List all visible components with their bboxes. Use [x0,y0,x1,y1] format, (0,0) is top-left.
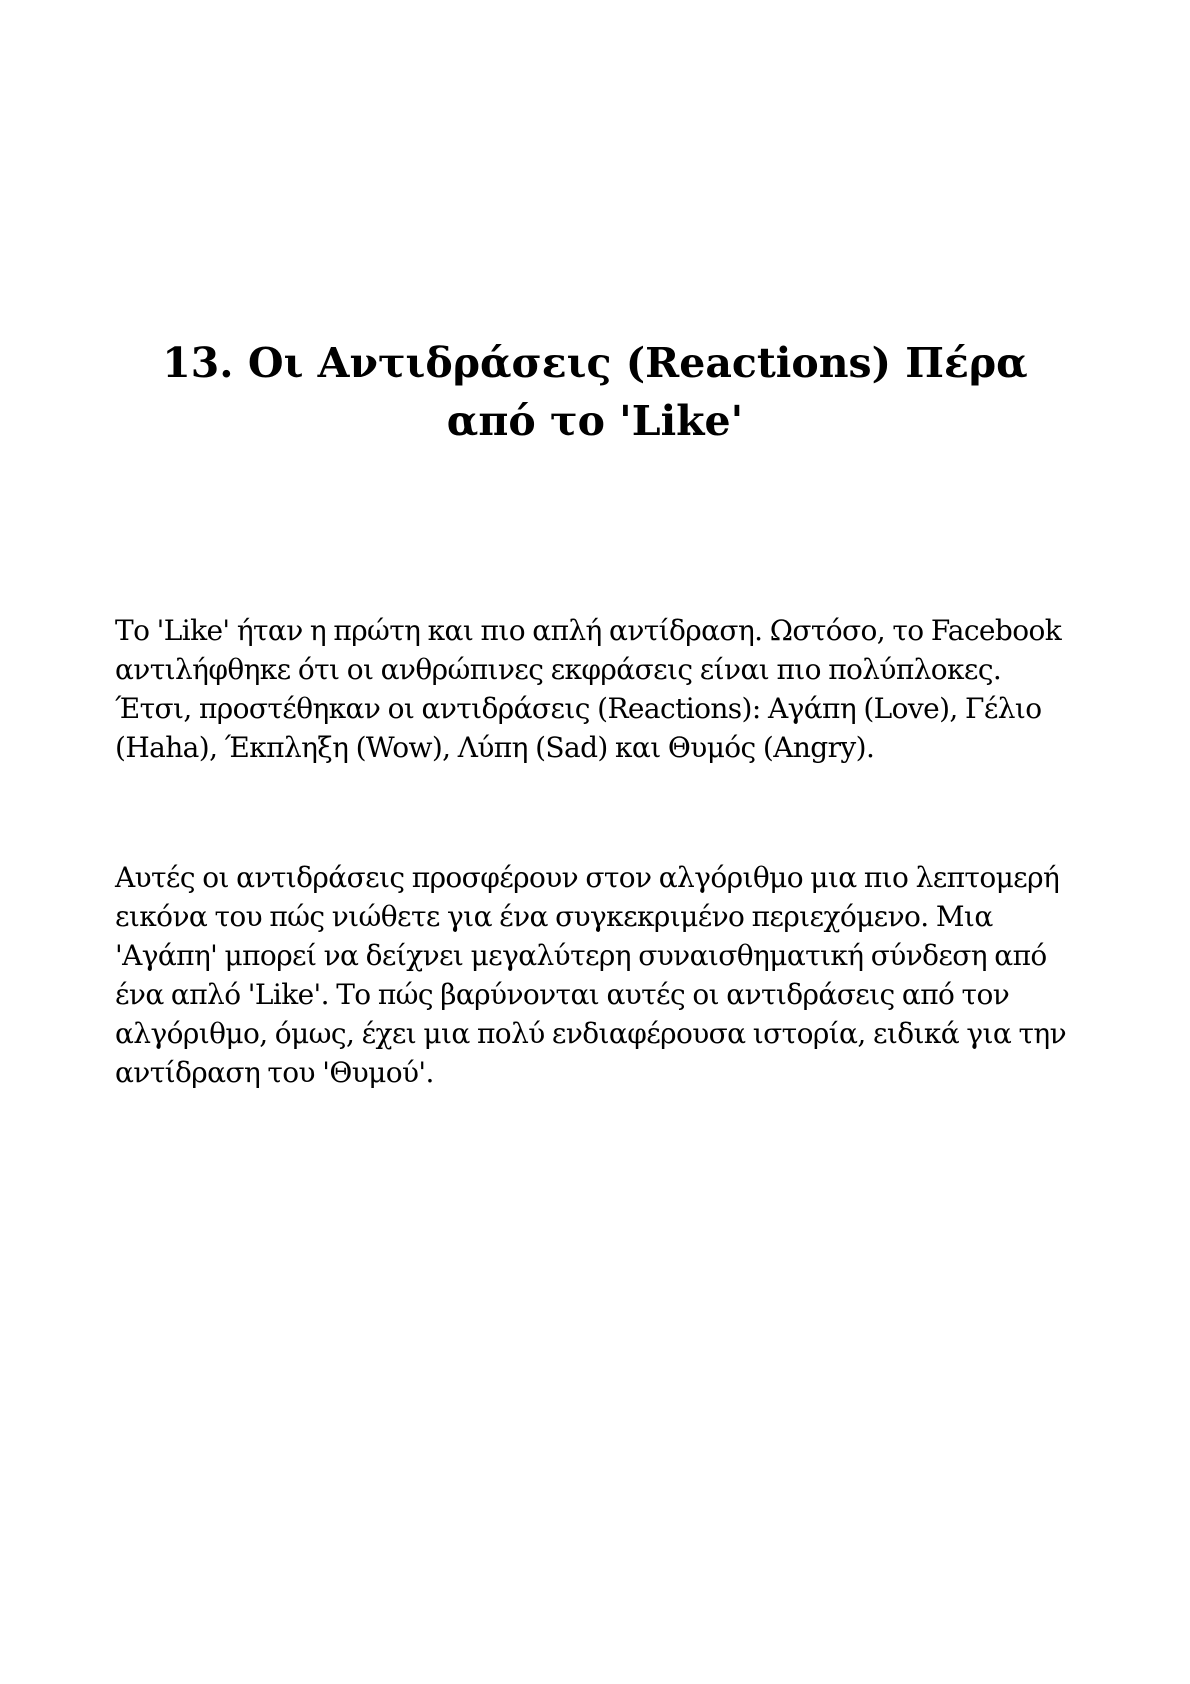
body-paragraph-1: Το 'Like' ήταν η πρώτη και πιο απλή αντίδραση. Ωστόσο, το Facebook αντιλήφθηκε ότι οι ανθρώπινες εκφράσεις είναι πιο πολύπλοκες. Έτσι, προστέθηκαν οι αντιδράσεις (Reactions): Αγάπη (Love), Γέλιο (Haha), Έκπληξη (Wow), Λύπη (Sad) και Θυμός (Angry). [115,614,1062,764]
chapter-title: 13. Οι Αντιδράσεις (Reactions) Πέρα από το 'Like' [162,339,1028,445]
body-paragraph-2: Αυτές οι αντιδράσεις προσφέρουν στον αλγόριθμο μια πιο λεπτομερή εικόνα του πώς νιώθετε για ένα συγκεκριμένο περιεχόμενο. Μια 'Αγάπη' μπορεί να δείχνει μεγαλύτερη συναισθηματική σύνδεση από ένα απλό 'Like'. Το πώς βαρύνονται αυτές οι αντιδράσεις από τον αλγόριθμο, όμως, έχει μια πολύ ενδιαφέρουσα ιστορία, ειδικά για την αντίδραση του 'Θυμού'. [115,861,1067,1089]
